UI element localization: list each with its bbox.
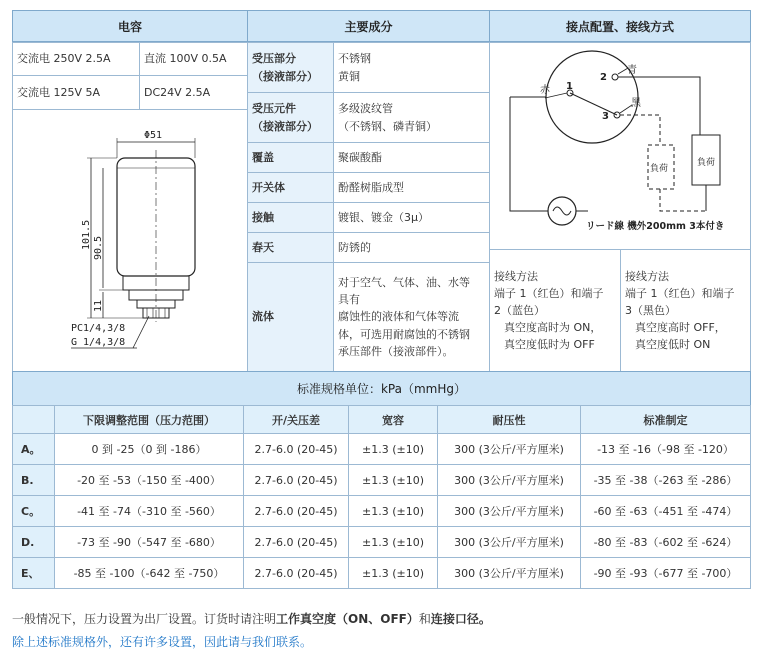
lead-wire-label: リード線 機外200mm 3本付き	[586, 221, 725, 232]
contacts-header: 接点配置、接线方式	[489, 10, 751, 42]
wiring-diagram	[489, 42, 751, 250]
cell-range: -73 至 -90（-547 至 -680）	[55, 527, 244, 558]
cell-tol: ±1.3 (±10)	[349, 465, 438, 496]
capacity-cell: DC24V 2.5A	[139, 75, 248, 110]
component-label: 开关体	[247, 172, 334, 203]
cell-diff: 2.7-6.0 (20-45)	[244, 558, 349, 589]
component-value: 防锈的	[333, 232, 490, 263]
height-11-label: 11	[93, 299, 104, 312]
diameter-label: Φ51	[144, 130, 163, 141]
svg-text:3: 3	[602, 111, 609, 122]
component-value: 多级波纹管 （不锈钢、磷青铜）	[333, 92, 490, 143]
cell-diff: 2.7-6.0 (20-45)	[244, 527, 349, 558]
spec-header: 标准制定	[581, 406, 751, 434]
row-id: E、	[13, 558, 55, 589]
component-label: 接触	[247, 202, 334, 233]
svg-text:赤: 赤	[540, 85, 550, 96]
cell-std: -60 至 -63（-451 至 -474）	[581, 496, 751, 527]
cell-tol: ±1.3 (±10)	[349, 527, 438, 558]
height-90-label: 90.5	[93, 235, 104, 260]
wiring-method-1: 接线方法 端子 1（红色）和端子 2（蓝色） 真空度高时为 ON， 真空度低时为 OFF	[489, 249, 621, 372]
dimension-drawing	[12, 109, 248, 372]
svg-text:青: 青	[627, 65, 637, 76]
svg-text:1: 1	[566, 81, 573, 92]
cell-press: 300 (3公斤/平方厘米)	[438, 496, 581, 527]
cell-press: 300 (3公斤/平方厘米)	[438, 465, 581, 496]
component-value: 不锈钢 黄铜	[333, 42, 490, 93]
cell-tol: ±1.3 (±10)	[349, 558, 438, 589]
capacity-cell: 交流电 250V 2.5A	[12, 42, 140, 76]
cell-std: -13 至 -16（-98 至 -120）	[581, 434, 751, 465]
wiring-method-2: 接线方法 端子 1（红色）和端子 3（黑色） 真空度高时 OFF， 真空度低时 ON	[620, 249, 751, 372]
cell-diff: 2.7-6.0 (20-45)	[244, 465, 349, 496]
contact-note: 除上述标准规格外，还有许多设置，因此请与我们联系。	[12, 635, 313, 649]
row-id: B.	[13, 465, 55, 496]
table-row	[13, 496, 751, 527]
svg-text:黑: 黑	[631, 98, 641, 109]
component-label: 受压元件 （接液部分）	[247, 92, 334, 143]
cell-press: 300 (3公斤/平方厘米)	[438, 434, 581, 465]
cell-range: -20 至 -53（-150 至 -400）	[55, 465, 244, 496]
component-value: 镀银、镀金（3μ）	[333, 202, 490, 233]
spec-header: 宽容	[349, 406, 438, 434]
capacity-header: 电容	[12, 10, 248, 42]
capacity-cell: 交流电 125V 5A	[12, 75, 140, 110]
cell-range: -85 至 -100（-642 至 -750）	[55, 558, 244, 589]
table-row	[13, 434, 751, 465]
spec-table	[12, 405, 751, 589]
cell-std: -35 至 -38（-263 至 -286）	[581, 465, 751, 496]
cell-std: -90 至 -93（-677 至 -700）	[581, 558, 751, 589]
component-value: 酚醛树脂成型	[333, 172, 490, 203]
port-label-1: PC1/4,3/8	[71, 323, 126, 334]
table-row	[13, 558, 751, 589]
capacity-cell: 直流 100V 0.5A	[139, 42, 248, 76]
component-label: 覆盖	[247, 142, 334, 173]
component-value: 聚碳酸酯	[333, 142, 490, 173]
cell-range: -41 至 -74（-310 至 -560）	[55, 496, 244, 527]
cell-diff: 2.7-6.0 (20-45)	[244, 434, 349, 465]
spec-header: 下限调整范围（压力范围）	[55, 406, 244, 434]
cell-press: 300 (3公斤/平方厘米)	[438, 558, 581, 589]
svg-text:負荷: 負荷	[697, 158, 716, 168]
cell-tol: ±1.3 (±10)	[349, 434, 438, 465]
component-label: 受压部分 （接液部分）	[247, 42, 334, 93]
row-id: D.	[13, 527, 55, 558]
svg-text:負荷: 負荷	[650, 164, 669, 174]
components-header: 主要成分	[247, 10, 490, 42]
row-id: A。	[13, 434, 55, 465]
height-101-label: 101.5	[81, 219, 92, 250]
spec-title: 标准规格单位：kPa（mmHg）	[12, 371, 751, 406]
table-row	[13, 527, 751, 558]
cell-tol: ±1.3 (±10)	[349, 496, 438, 527]
component-label: 流体	[247, 262, 334, 372]
cell-press: 300 (3公斤/平方厘米)	[438, 527, 581, 558]
footer-note: 一般情况下，压力设置为出厂设置。订货时请注明工作真空度（ON、OFF）和连接口径。	[12, 612, 491, 626]
svg-text:2: 2	[600, 72, 607, 83]
table-row	[13, 465, 751, 496]
port-label-2: G 1/4,3/8	[71, 337, 126, 348]
spec-header-blank	[13, 406, 55, 434]
spec-header: 耐压性	[438, 406, 581, 434]
component-value: 对于空气、气体、油、水等 具有 腐蚀性的液体和气体等流 体，可选用耐腐蚀的不锈钢 承压部件（接液部件）。	[333, 262, 490, 372]
component-label: 春天	[247, 232, 334, 263]
cell-diff: 2.7-6.0 (20-45)	[244, 496, 349, 527]
cell-range: 0 到 -25（0 到 -186）	[55, 434, 244, 465]
spec-header-row	[13, 406, 751, 434]
spec-header: 开/关压差	[244, 406, 349, 434]
cell-std: -80 至 -83（-602 至 -624）	[581, 527, 751, 558]
row-id: C。	[13, 496, 55, 527]
